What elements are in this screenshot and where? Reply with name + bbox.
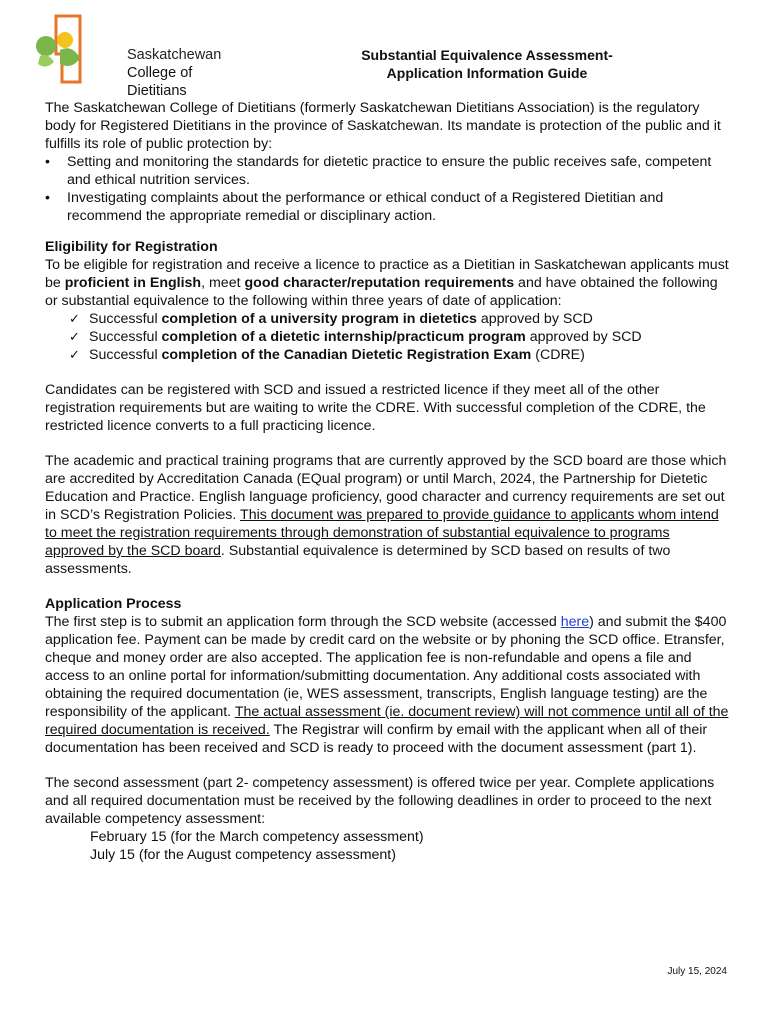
- saskatchewan-leaf-icon: [32, 14, 94, 84]
- checkmark-icon: ✓: [69, 311, 80, 326]
- eligibility-paragraph: To be eligible for registration and receive a licence to practice as a Dietitian in Saskatchewan applicants must be proficient in English, meet good character/reputation requirements and have obtained the following or substantial equivalence to the following within three years of date of application:: [45, 257, 729, 309]
- footer-date: July 15, 2024: [667, 966, 727, 977]
- approved-programs-paragraph: The academic and practical training programs that are currently approved by the SCD board are those which are accredited by Accreditation Canada (EQual program) or until March, 2024, the Partnership for Dietetic Education and Practice. English language proficiency, good character and currency requirements are set out in SCD’s Registration Policies. This document was prepared to provide guidance to applicants whom intend to meet the registration requirements through demonstration of substantial equivalence to programs approved by the SCD board. Substantial equivalence is determined by SCD based on results of two assessments.: [45, 453, 727, 577]
- requirements-list: [45, 310, 730, 364]
- deadline-item: February 15 (for the March competency assessment): [90, 829, 424, 845]
- bullet-icon: •: [45, 154, 50, 170]
- list-item: ✓ Successful completion of the Canadian Dietetic Registration Exam (CDRE): [69, 347, 585, 363]
- deadline-item: July 15 (for the August competency assessment): [90, 847, 396, 863]
- mandate-list: [45, 153, 730, 225]
- list-item: ✓ Successful completion of a university program in dietetics approved by SCD: [69, 311, 593, 327]
- list-item: [45, 153, 730, 189]
- title-line-1: Substantial Equivalence Assessment-: [361, 47, 613, 63]
- logo-line-2: College of Dietitians: [127, 65, 193, 99]
- title-line-2: Application Information Guide: [386, 65, 588, 81]
- competency-paragraph: The second assessment (part 2- competency assessment) is offered twice per year. Complete applications and all required documentation must be received by the following deadlines in order to proceed to the next available competency assessment:: [45, 775, 715, 827]
- document-title: [322, 46, 652, 82]
- eligibility-heading: Eligibility for Registration: [45, 239, 218, 255]
- list-item-text: Setting and monitoring the standards for dietetic practice to ensure the public receives safe, competent and ethical nutrition services.: [67, 154, 712, 188]
- logo-line-1: Saskatchewan: [127, 47, 222, 63]
- list-item: [45, 189, 730, 225]
- checkmark-icon: ✓: [69, 329, 80, 344]
- document-body: [45, 99, 730, 864]
- intro-paragraph: The Saskatchewan College of Dietitians (formerly Saskatchewan Dietitians Association) is the regulatory body for Registered Dietitians in the province of Saskatchewan. Its mandate is protection of the public and it fulfills its role of public protection by:: [45, 100, 721, 152]
- bullet-icon: •: [45, 190, 50, 206]
- logo-wordmark: [127, 46, 242, 100]
- application-paragraph: The first step is to submit an application form through the SCD website (accessed here) and submit the $400 application fee. Payment can be made by credit card on the website or by phoning the SCD office. Etransfer, cheque and money order are also accepted. The application fee is non-refundable and opens a file and access to an online portal for information/submitting documentation. Any additional costs associated with obtaining the required documentation (ie, WES assessment, transcripts, English language testing) are the responsibility of the applicant. The actual assessment (ie. document review) will not commence until all of the required documentation is received. The Registrar will confirm by email with the applicant when all of their documentation has been received and SCD is ready to proceed with the document assessment (part 1).: [45, 614, 729, 756]
- checkmark-icon: ✓: [69, 347, 80, 362]
- college-logo: [32, 14, 242, 99]
- restricted-licence-paragraph: Candidates can be registered with SCD and issued a restricted licence if they meet all of the other registration requirements but are waiting to write the CDRE. With successful completion of the CDRE, the restricted licence converts to a full practicing licence.: [45, 382, 706, 434]
- website-link[interactable]: here: [560, 614, 590, 630]
- list-item: ✓ Successful completion of a dietetic internship/practicum program approved by SCD: [69, 329, 642, 345]
- application-heading: Application Process: [45, 596, 182, 612]
- list-item-text: Investigating complaints about the performance or ethical conduct of a Registered Dietitian and recommend the appropriate remedial or disciplinary action.: [67, 190, 664, 224]
